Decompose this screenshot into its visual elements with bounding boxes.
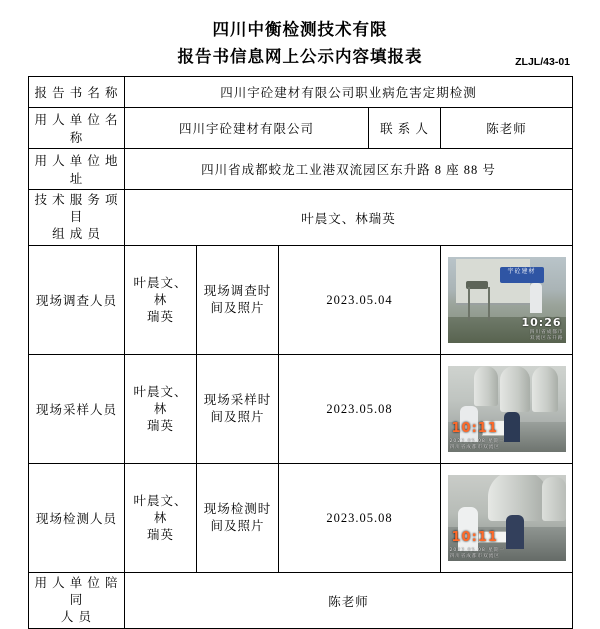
- photo-sampling-timestamp: 10:11: [451, 421, 498, 436]
- label-project-team: [29, 190, 125, 246]
- table-row-report-name: [29, 77, 573, 108]
- survey-person-line1: 叶晨文、林: [133, 275, 188, 307]
- table-row-project-team: [29, 190, 573, 246]
- photo-sampling: [448, 366, 566, 452]
- table-row-accompany: [29, 573, 573, 629]
- label-contact-person: 联 系 人: [369, 108, 441, 149]
- survey-desc-line2: 间及照片: [210, 301, 265, 315]
- label-accompany-personnel: [29, 573, 125, 629]
- value-employer-name: 四川宇砼建材有限公司: [125, 108, 369, 149]
- photo-survey-watermark: [530, 330, 564, 342]
- sampling-person-line2: 瑞英: [146, 418, 174, 433]
- photo-sampling-tank-3: [474, 366, 498, 406]
- label-project-team-line1: 技 术 服 务 项 目: [34, 193, 119, 224]
- photo-sampling-cell: [441, 355, 573, 464]
- value-accompany-personnel: 陈老师: [125, 573, 573, 629]
- photo-detection-timestamp: 10:11: [451, 530, 498, 545]
- label-accompany-line1: 用 人 单 位 陪 同: [34, 576, 119, 607]
- detection-person-line2: 瑞英: [146, 527, 174, 542]
- label-report-name: 报 告 书 名 称: [29, 77, 125, 108]
- survey-person-line2: 瑞英: [146, 309, 174, 324]
- label-project-team-line2: 组 成 员: [52, 227, 101, 241]
- document-code: ZLJL/43-01: [515, 56, 570, 68]
- photo-sampling-watermark: [450, 439, 506, 451]
- photo-sampling-watermark-line2: 四川省成都市双流区: [449, 445, 500, 450]
- photo-detection-watermark-line2: 四川省成都市双流区: [449, 554, 500, 559]
- date-survey: 2023.05.04: [279, 246, 441, 355]
- label-survey-personnel: 现场调查人员: [29, 246, 125, 355]
- detection-desc-line1: 现场检测时: [203, 502, 272, 516]
- title-line-2-wrap: [28, 44, 572, 70]
- photo-sampling-tank-2: [532, 366, 558, 412]
- desc-sampling: [197, 355, 279, 464]
- photo-survey-sign-text: 宇砼建材: [507, 268, 536, 275]
- label-employer-name: 用 人 单 位 名 称: [29, 108, 125, 149]
- desc-survey: [197, 246, 279, 355]
- survey-desc-line1: 现场调查时: [203, 284, 272, 298]
- photo-sampling-tank-1: [500, 366, 530, 412]
- sampling-desc-line2: 间及照片: [210, 410, 265, 424]
- photo-detection-cell: [441, 464, 573, 573]
- table-row-sampling: [29, 355, 573, 464]
- photo-detection: [448, 475, 566, 561]
- table-row-detection: [29, 464, 573, 573]
- sampling-person-line1: 叶晨文、林: [133, 384, 188, 416]
- value-report-name: 四川宇砼建材有限公司职业病危害定期检测: [125, 77, 573, 108]
- table-row-employer-address: [29, 149, 573, 190]
- photo-survey-timestamp: 10:26: [521, 316, 562, 329]
- report-info-table: [28, 76, 573, 629]
- value-contact-person: 陈老师: [441, 108, 573, 149]
- value-employer-address: 四川省成都蛟龙工业港双流园区东升路 8 座 88 号: [125, 149, 573, 190]
- value-detection-personnel: [125, 464, 197, 573]
- photo-detection-watermark: [450, 548, 506, 560]
- date-detection: 2023.05.08: [279, 464, 441, 573]
- photo-survey-tripod: [468, 287, 490, 321]
- photo-detection-worker-2: [506, 515, 524, 549]
- photo-survey-watermark-line1: 四川省成都市: [529, 330, 564, 335]
- photo-sampling-watermark-line1: 2023.05.08 星期一: [449, 439, 506, 444]
- photo-survey: [448, 257, 566, 343]
- date-sampling: 2023.05.08: [279, 355, 441, 464]
- desc-detection: [197, 464, 279, 573]
- photo-survey-watermark-line2: 双流区东升路: [529, 336, 564, 341]
- label-employer-address: 用 人 单 位 地 址: [29, 149, 125, 190]
- label-accompany-line2: 人 员: [60, 610, 93, 624]
- value-survey-personnel: [125, 246, 197, 355]
- table-row-survey: [29, 246, 573, 355]
- photo-sampling-worker-2: [504, 412, 520, 442]
- detection-desc-line2: 间及照片: [210, 519, 265, 533]
- photo-detection-watermark-line1: 2023.05.08 星期一: [449, 548, 506, 553]
- title-line-1: 四川中衡检测技术有限: [212, 20, 388, 39]
- document-title-block: [28, 18, 572, 70]
- label-sampling-personnel: 现场采样人员: [29, 355, 125, 464]
- value-project-team: 叶晨文、林瑞英: [125, 190, 573, 246]
- table-row-employer-name: [29, 108, 573, 149]
- value-sampling-personnel: [125, 355, 197, 464]
- label-detection-personnel: 现场检测人员: [29, 464, 125, 573]
- sampling-desc-line1: 现场采样时: [203, 393, 272, 407]
- title-line-2: 报告书信息网上公示内容填报表: [177, 47, 423, 66]
- photo-survey-cell: [441, 246, 573, 355]
- photo-detection-tank-small: [542, 477, 566, 521]
- photo-survey-person: [530, 283, 542, 313]
- detection-person-line1: 叶晨文、林: [133, 493, 188, 525]
